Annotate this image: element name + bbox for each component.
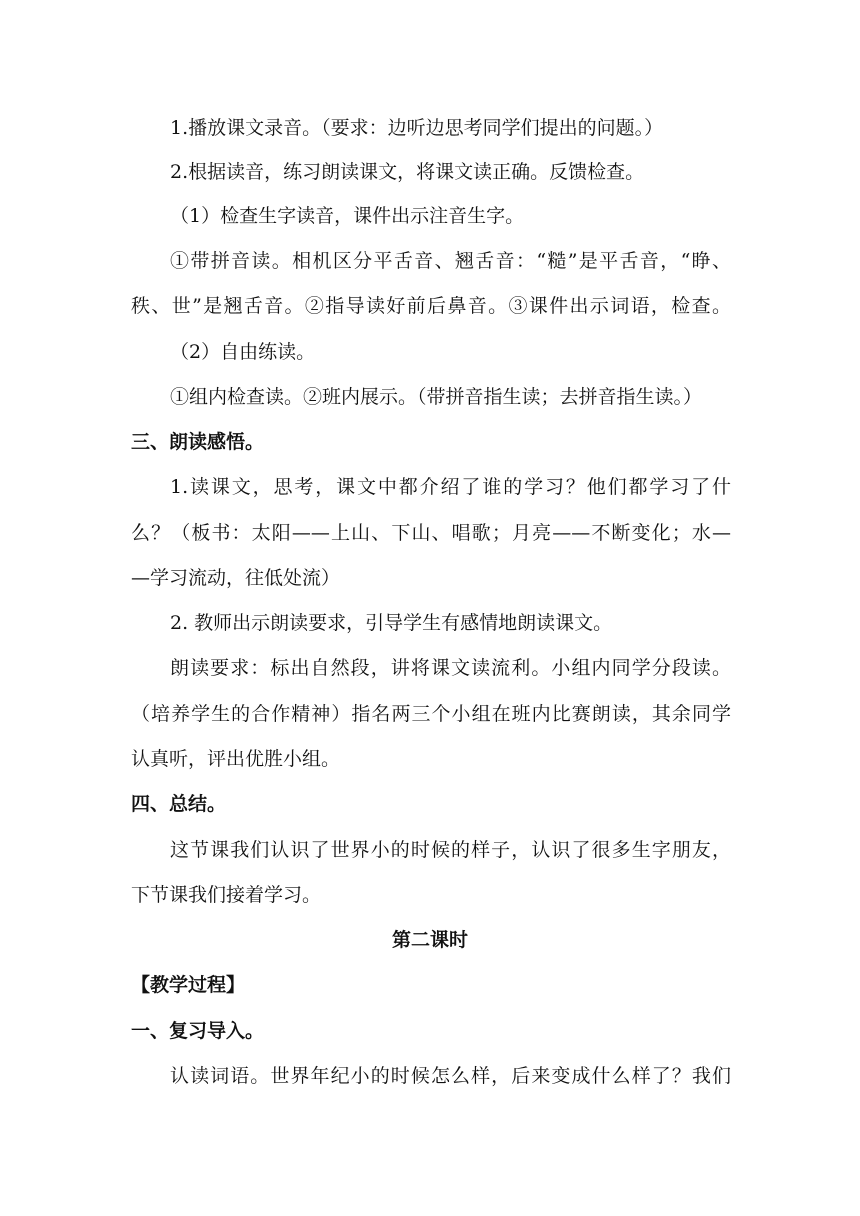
step-practice-reading: 2.根据读音，练习朗读课文，将课文读正确。反馈检查。 bbox=[170, 161, 645, 183]
paragraph-review-line-1: 认读词语。世界年纪小的时候怎么样，后来变成什么样了？我们 bbox=[170, 1065, 731, 1087]
step-reading-requirements: 2. 教师出示朗读要求，引导学生有感情地朗读课文。 bbox=[170, 612, 613, 634]
section-heading-review-introduction: 一、复习导入。 bbox=[131, 1020, 265, 1042]
section-heading-reading-appreciation: 三、朗读感悟。 bbox=[131, 431, 265, 453]
paragraph-summary-line-2: 下节课我们接着学习。 bbox=[131, 884, 322, 906]
paragraph-pinyin-reading-line-2: 秩、世”是翘舌音。②指导读好前后鼻音。③课件出示词语，检查。 bbox=[131, 295, 731, 317]
substep-check-pronunciation: （1）检查生字读音，课件出示注音生字。 bbox=[170, 205, 525, 227]
paragraph-group-check: ①组内检查读。②班内展示。（带拼音指生读；去拼音指生读。） bbox=[170, 386, 703, 408]
paragraph-summary-line-1: 这节课我们认识了世界小的时候的样子，认识了很多生字朋友， bbox=[170, 839, 731, 861]
section-heading-teaching-process: 【教学过程】 bbox=[131, 974, 246, 996]
paragraph-requirements-line-2: （培养学生的合作精神）指名两三个小组在班内比赛朗读，其余同学 bbox=[131, 703, 731, 725]
paragraph-pinyin-reading-line-1: ①带拼音读。相机区分平舌音、翘舌音：“糙”是平舌音，“睁、 bbox=[170, 250, 731, 272]
step-play-recording: 1.播放课文录音。（要求：边听边思考同学们提出的问题。） bbox=[170, 117, 664, 139]
paragraph-requirements-line-1: 朗读要求：标出自然段，讲将课文读流利。小组内同学分段读。 bbox=[170, 657, 731, 679]
lesson-title-second-period: 第二课时 bbox=[391, 929, 468, 951]
paragraph-requirements-line-3: 认真听，评出优胜小组。 bbox=[131, 748, 341, 770]
paragraph-read-think-line-2: 么？（板书：太阳——上山、下山、唱歌；月亮——不断变化；水— bbox=[131, 522, 731, 544]
paragraph-read-think-line-1: 1.读课文，思考，课文中都介绍了谁的学习？他们都学习了什 bbox=[170, 476, 731, 498]
section-heading-summary: 四、总结。 bbox=[131, 793, 227, 815]
paragraph-read-think-line-3: —学习流动，往低处流） bbox=[131, 567, 341, 589]
substep-free-reading: （2）自由练读。 bbox=[170, 341, 316, 363]
